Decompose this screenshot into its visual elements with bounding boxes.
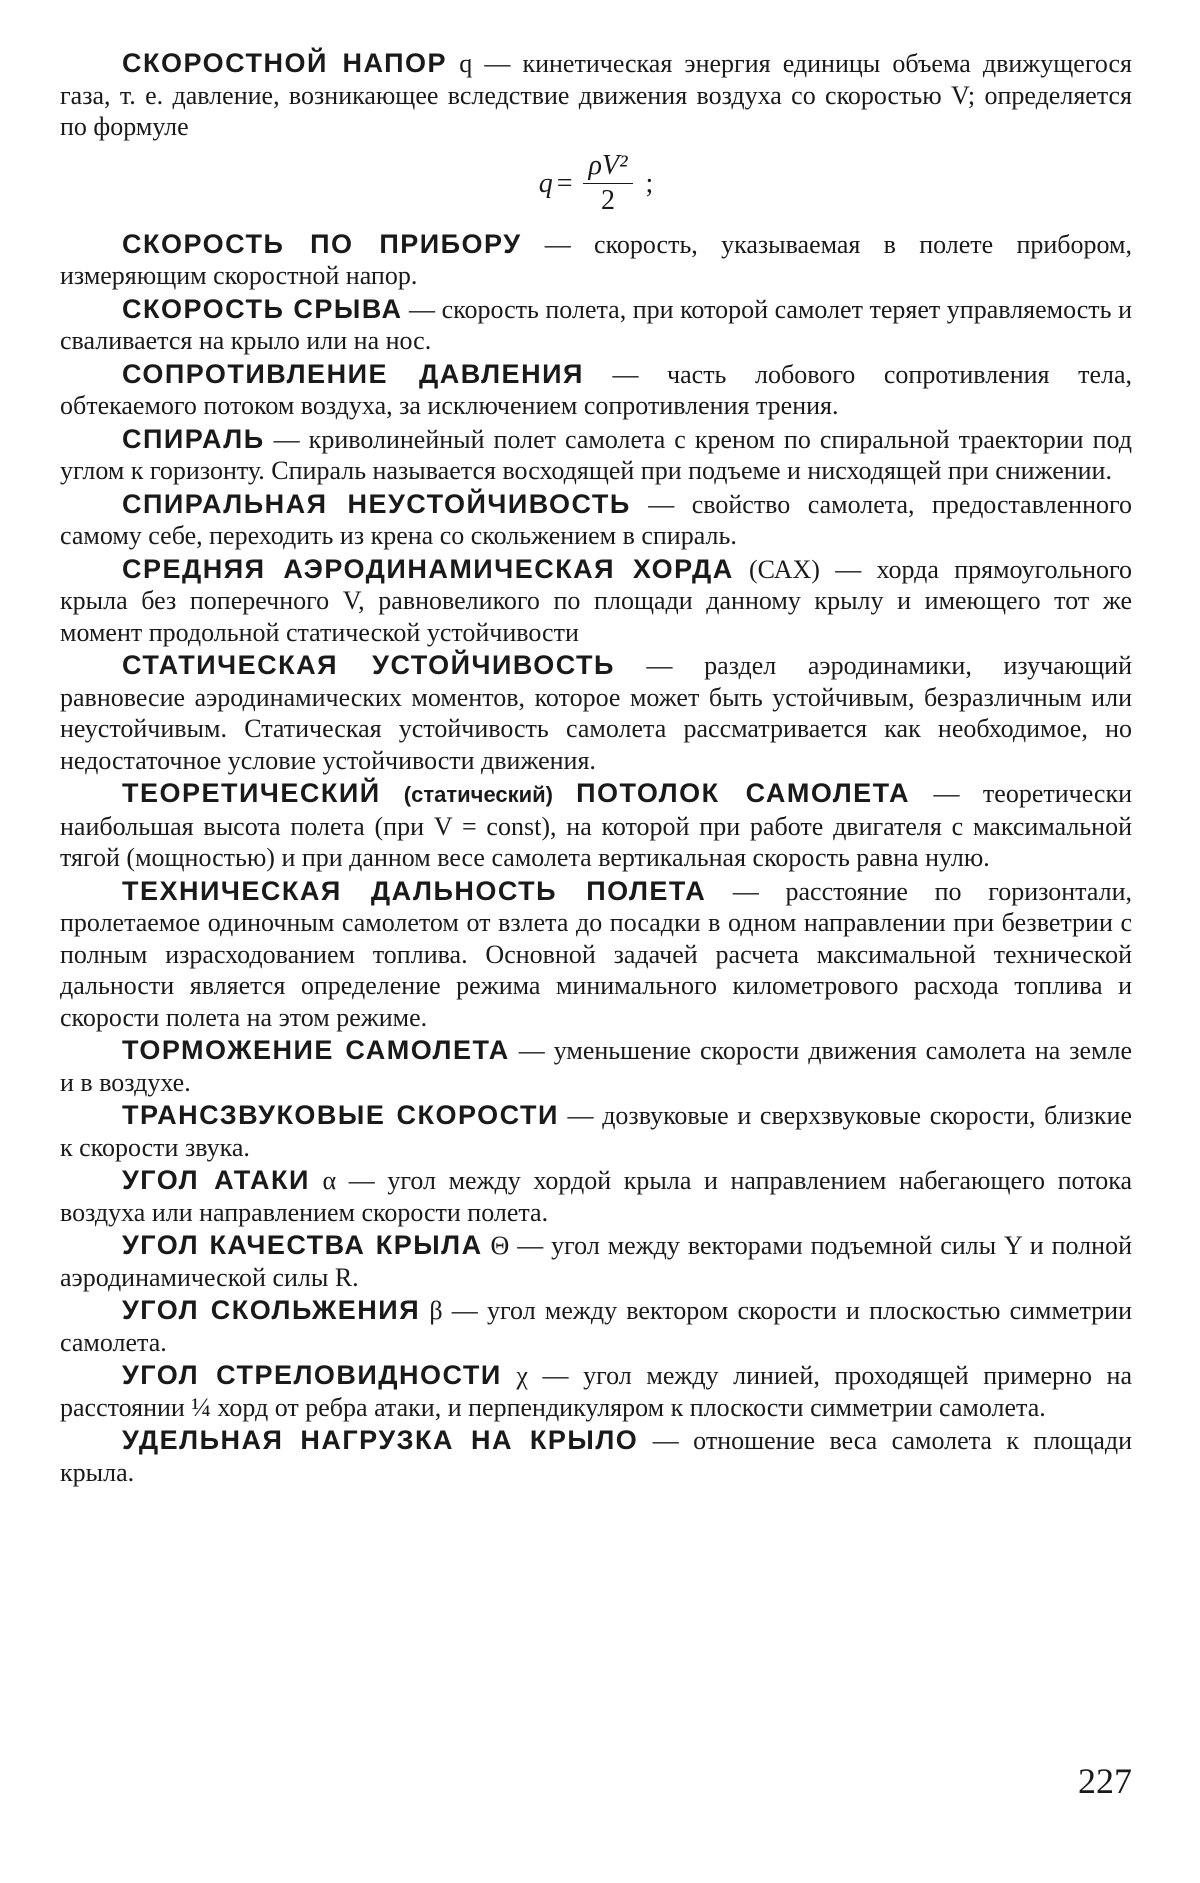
entry-term: УГОЛ АТАКИ — [122, 1165, 310, 1195]
entry-term: СПИРАЛЬ — [122, 423, 265, 454]
entry-term: УГОЛ КАЧЕСТВА КРЫЛА — [122, 1230, 483, 1260]
entry-definition: — скорость полета, при которой самолет теряет управляемость и сваливается на крыло или на нос. — [60, 294, 1132, 355]
entry-skorost-sryva — [60, 294, 1132, 357]
entry-term: ТРАНСЗВУКОВЫЕ СКОРОСТИ — [122, 1100, 559, 1130]
entry-definition: — часть лобового сопротивления тела, обтекаемого потоком воздуха, за исключением сопротивления трения. — [60, 359, 1133, 420]
entry-term-note: (статический) — [380, 782, 577, 807]
entry-skorost-po-priboru — [60, 229, 1132, 292]
velocity-pressure-formula — [60, 145, 1132, 223]
entry-definition: Θ — угол между векторами подъемной силы Y и полной аэродинамической силы R. — [60, 1231, 1132, 1292]
entry-ugol-kachestva-kryla — [60, 1230, 1132, 1293]
entry-term: СОПРОТИВЛЕНИЕ ДАВЛЕНИЯ — [122, 358, 584, 389]
entry-skorostnoy-napor — [60, 48, 1132, 143]
entry-term: СКОРОСТЬ ПО ПРИБОРУ — [122, 228, 522, 259]
entry-teoreticheskiy-potolok — [60, 778, 1132, 874]
entry-definition: — дозвуковые и сверхзвуковые скорости, близкие к скорости звука. — [60, 1101, 1132, 1162]
entry-term-continued: ПОТОЛОК САМОЛЕТА — [576, 778, 910, 808]
formula-tail: ; — [645, 167, 654, 199]
entry-term: СКОРОСТНОЙ НАПОР — [122, 48, 448, 78]
entry-transzvukovye-skorosti — [60, 1100, 1132, 1163]
entry-definition: — криволинейный полет самолета с креном по спиральной траектории под углом к горизонту. Спираль называется восходящей при подъеме и нисходящей при снижении. — [60, 424, 1132, 485]
entry-term: СТАТИЧЕСКАЯ УСТОЙЧИВОСТЬ — [122, 650, 615, 680]
formula-equals: = — [556, 167, 573, 199]
entry-term: СКОРОСТЬ СРЫВА — [122, 293, 403, 324]
entry-term: СПИРАЛЬНАЯ НЕУСТОЙЧИВОСТЬ — [122, 488, 631, 519]
formula-numerator: ρV² — [583, 149, 634, 184]
entry-term: ТОРМОЖЕНИЕ САМОЛЕТА — [122, 1035, 510, 1065]
entry-staticheskaya-ustoychivost — [60, 650, 1132, 776]
entry-term: СРЕДНЯЯ АЭРОДИНАМИЧЕСКАЯ ХОРДА — [122, 553, 734, 584]
entry-term: ТЕОРЕТИЧЕСКИЙ — [122, 778, 381, 808]
entry-term: УГОЛ СТРЕЛОВИДНОСТИ — [122, 1360, 502, 1390]
entry-definition: — свойство самолета, предоставленного самому себе, переходить из крена со скольжением в спираль. — [60, 489, 1132, 550]
entry-definition: — скорость, указываемая в полете прибором, измеряющим скоростной напор. — [60, 229, 1132, 290]
entry-tehnicheskaya-dalnost — [60, 876, 1132, 1034]
entry-definition: q — кинетическая энергия единицы объема движущегося газа, т. е. давление, возникающее вследствие движения воздуха со скоростью V; определяется по формуле — [60, 49, 1132, 141]
entry-udelnaya-nagruzka — [60, 1425, 1132, 1488]
entry-definition: — расстояние по горизонтали, пролетаемое одиночным самолетом от взлета до посадки в одном направлении при безветрии с полным израсходованием топлива. Основной задачей расчета максимальной технической дальности является определение режима минимального километрового расхода топлива и скорости полета на этом режиме. — [60, 876, 1132, 1032]
entry-spiral — [60, 424, 1132, 487]
entry-spiralnaya-neustoychivost — [60, 489, 1132, 552]
formula-denominator: 2 — [601, 185, 615, 216]
entry-definition: — раздел аэродинамики, изучающий равновесие аэродинамических моментов, которое может быть устойчивым, безразличным или неустойчивым. Статическая устойчивость самолета рассматривается как необходимое, но недостаточное условие устойчивости движения. — [60, 651, 1132, 775]
formula-lhs: q — [538, 167, 553, 199]
entry-term: УГОЛ СКОЛЬЖЕНИЯ — [122, 1295, 421, 1325]
entry-definition: α — угол между хордой крыла и направлением набегающего потока воздуха или направлением скорости полета. — [60, 1166, 1132, 1227]
formula-fraction — [583, 149, 634, 218]
entry-ugol-ataki — [60, 1165, 1132, 1228]
entry-ugol-skolzheniya — [60, 1295, 1132, 1358]
entry-definition: β — угол между вектором скорости и плоскостью симметрии самолета. — [60, 1296, 1132, 1357]
entry-soprotivlenie-davleniya — [60, 359, 1132, 422]
entry-srednyaya-aerodinamicheskaya-horda — [60, 554, 1132, 649]
entry-ugol-strelovidnosti — [60, 1360, 1132, 1423]
entry-definition: — уменьшение скорости движения самолета на земле и в воздухе. — [60, 1036, 1133, 1097]
entry-tormozhenie-samoleta — [60, 1035, 1132, 1098]
entry-definition: — теоретически наибольшая высота полета (при V = const), на которой при работе двигателя с максимальной тягой (мощностью) и при данном весе самолета вертикальная скорость равна нулю. — [60, 779, 1132, 872]
entry-definition: — отношение веса самолета к площади крыла. — [60, 1426, 1132, 1487]
entry-term: УДЕЛЬНАЯ НАГРУЗКА НА КРЫЛО — [122, 1425, 639, 1455]
entry-definition: χ — угол между линией, проходящей примерно на расстоянии ¼ хорд от ребра атаки, и перпендикуляром к плоскости симметрии самолета. — [60, 1361, 1132, 1422]
page-number: 227 — [1078, 1761, 1132, 1801]
entry-definition: (САХ) — хорда прямоугольного крыла без поперечного V, равновеликого по площади данному крылу и имеющего тот же момент продольной статической устойчивости — [60, 554, 1133, 647]
entry-term: ТЕХНИЧЕСКАЯ ДАЛЬНОСТЬ ПОЛЕТА — [122, 875, 707, 906]
